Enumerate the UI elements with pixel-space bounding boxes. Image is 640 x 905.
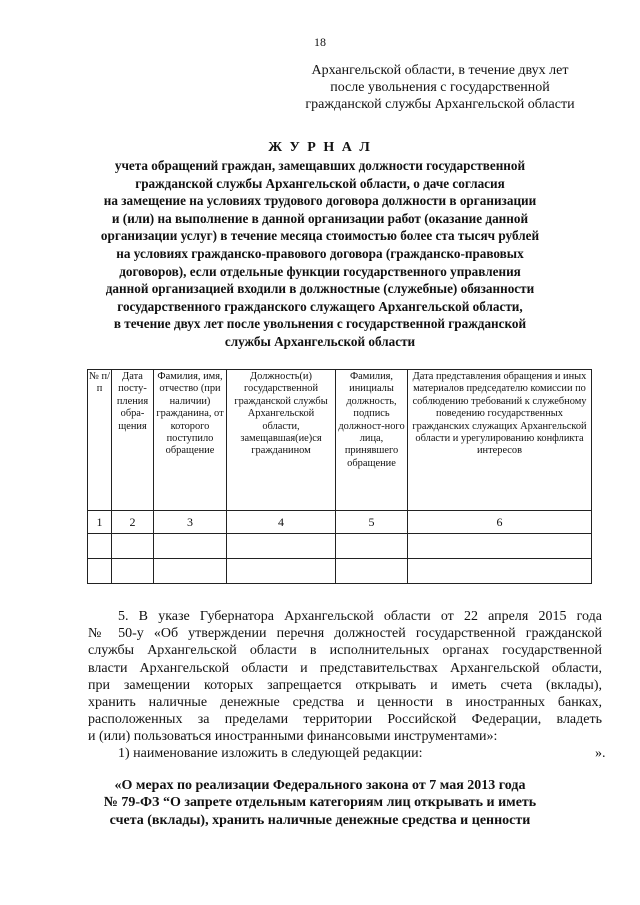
- table-row: [88, 559, 592, 584]
- subtitle-line: организации услуг) в течение месяца стоимостью более ста тысяч рублей: [100, 228, 540, 244]
- sub-item-1: 1) наименование изложить в следующей редакции:: [118, 746, 423, 761]
- column-number: 5: [336, 511, 408, 534]
- subtitle-line: государственного гражданского служащего Архангельской области,: [117, 298, 523, 314]
- header-line: после увольнения с государственной: [330, 80, 550, 95]
- column-number: 6: [408, 511, 592, 534]
- journal-title: Ж У Р Н А Л: [268, 140, 372, 155]
- table-cell: [408, 559, 592, 584]
- journal-table: [87, 369, 592, 584]
- header-line: гражданской службы Архангельской области: [305, 97, 575, 112]
- new-title: [0, 777, 640, 829]
- subtitle-line: на замещение на условиях трудового договора должности в организации: [103, 193, 537, 209]
- subtitle-line: службы Архангельской области: [224, 333, 416, 349]
- column-header-number: № п/п: [88, 370, 112, 511]
- paragraph-line: хранить наличные денежные средства и ценности в иностранных банках,: [88, 695, 602, 711]
- table-row: [88, 534, 592, 559]
- table-cell: [88, 534, 112, 559]
- table-cell: [154, 559, 227, 584]
- paragraph-line: власти Архангельской области и представительствах Архангельской области,: [88, 660, 602, 676]
- page-number: 18: [314, 35, 326, 49]
- table-cell: [336, 559, 408, 584]
- paragraph-line: расположенных за пределами территории Российской Федерации, владеть: [88, 712, 602, 728]
- column-header-submission-date: Дата представления обращения и иных материалов председателю комиссии по соблюдению требований к служебному поведению государственных гражданских служащих Архангельской области и урегулированию конфликта интересов: [408, 370, 592, 511]
- subtitle-line: учета обращений граждан, замещавших должности государственной: [114, 158, 526, 173]
- table-cell: [408, 534, 592, 559]
- table-cell: [336, 534, 408, 559]
- subtitle-line: гражданской службы Архангельской области, о даче согласия: [135, 175, 505, 191]
- subtitle-line: и (или) на выполнение в данной организации работ (оказание данной: [111, 210, 529, 226]
- new-title-line: «О мерах по реализации Федерального закона от 7 мая 2013 года: [114, 778, 526, 793]
- column-number: 1: [88, 511, 112, 534]
- paragraph-line: № 50-у «Об утверждении перечня должностей государственной гражданской: [88, 626, 602, 642]
- column-number-row: [88, 511, 592, 534]
- column-header-applicant: Фамилия, имя, отчество (при наличии) гражданина, от которого поступило обращение: [154, 370, 227, 511]
- document-header-continuation: [290, 62, 590, 113]
- column-header-official: Фамилия, инициалы должность, подпись должност-ного лица, принявшего обращение: [336, 370, 408, 511]
- column-header-position: Должность(и) государственной гражданской службы Архангельской области, замещавшая(ие)ся гражданином: [227, 370, 336, 511]
- table-cell: [112, 559, 154, 584]
- table-cell: [88, 559, 112, 584]
- new-title-line: счета (вклады), хранить наличные денежные средства и ценности: [109, 812, 531, 828]
- paragraph-line: при замещении которых запрещается открывать и иметь счета (вклады),: [88, 677, 602, 693]
- paragraph-line: и (или) пользоваться иностранными финансовыми инструментами»:: [88, 729, 498, 745]
- column-number: 4: [227, 511, 336, 534]
- table-cell: [112, 534, 154, 559]
- new-title-line: № 79-ФЗ “О запрете отдельным категориям лиц открывать и иметь: [103, 795, 537, 811]
- table-cell: [154, 534, 227, 559]
- subtitle-line: данной организацией входили в должностные (служебные) обязанности: [105, 281, 535, 297]
- journal-subtitle: [0, 157, 640, 351]
- paragraph-line: службы Архангельской области в исполнительных органах государственной: [88, 643, 602, 659]
- column-number: 3: [154, 511, 227, 534]
- subtitle-line: в течение двух лет после увольнения с государственной гражданской: [113, 316, 527, 332]
- amendment-paragraph: [88, 608, 602, 746]
- header-line: Архангельской области, в течение двух лет: [311, 63, 569, 78]
- paragraph-line: 5. В указе Губернатора Архангельской области от 22 апреля 2015 года: [118, 609, 602, 624]
- subtitle-line: на условиях гражданско-правового договора (гражданско-правовых: [116, 245, 524, 261]
- table-header-row: [88, 370, 592, 511]
- closing-quote: ».: [595, 746, 606, 761]
- column-header-date: Дата посту-пления обра-щения: [112, 370, 154, 511]
- table-cell: [227, 534, 336, 559]
- table-cell: [227, 559, 336, 584]
- subtitle-line: договоров), если отдельные функции государственного управления: [119, 263, 521, 279]
- column-number: 2: [112, 511, 154, 534]
